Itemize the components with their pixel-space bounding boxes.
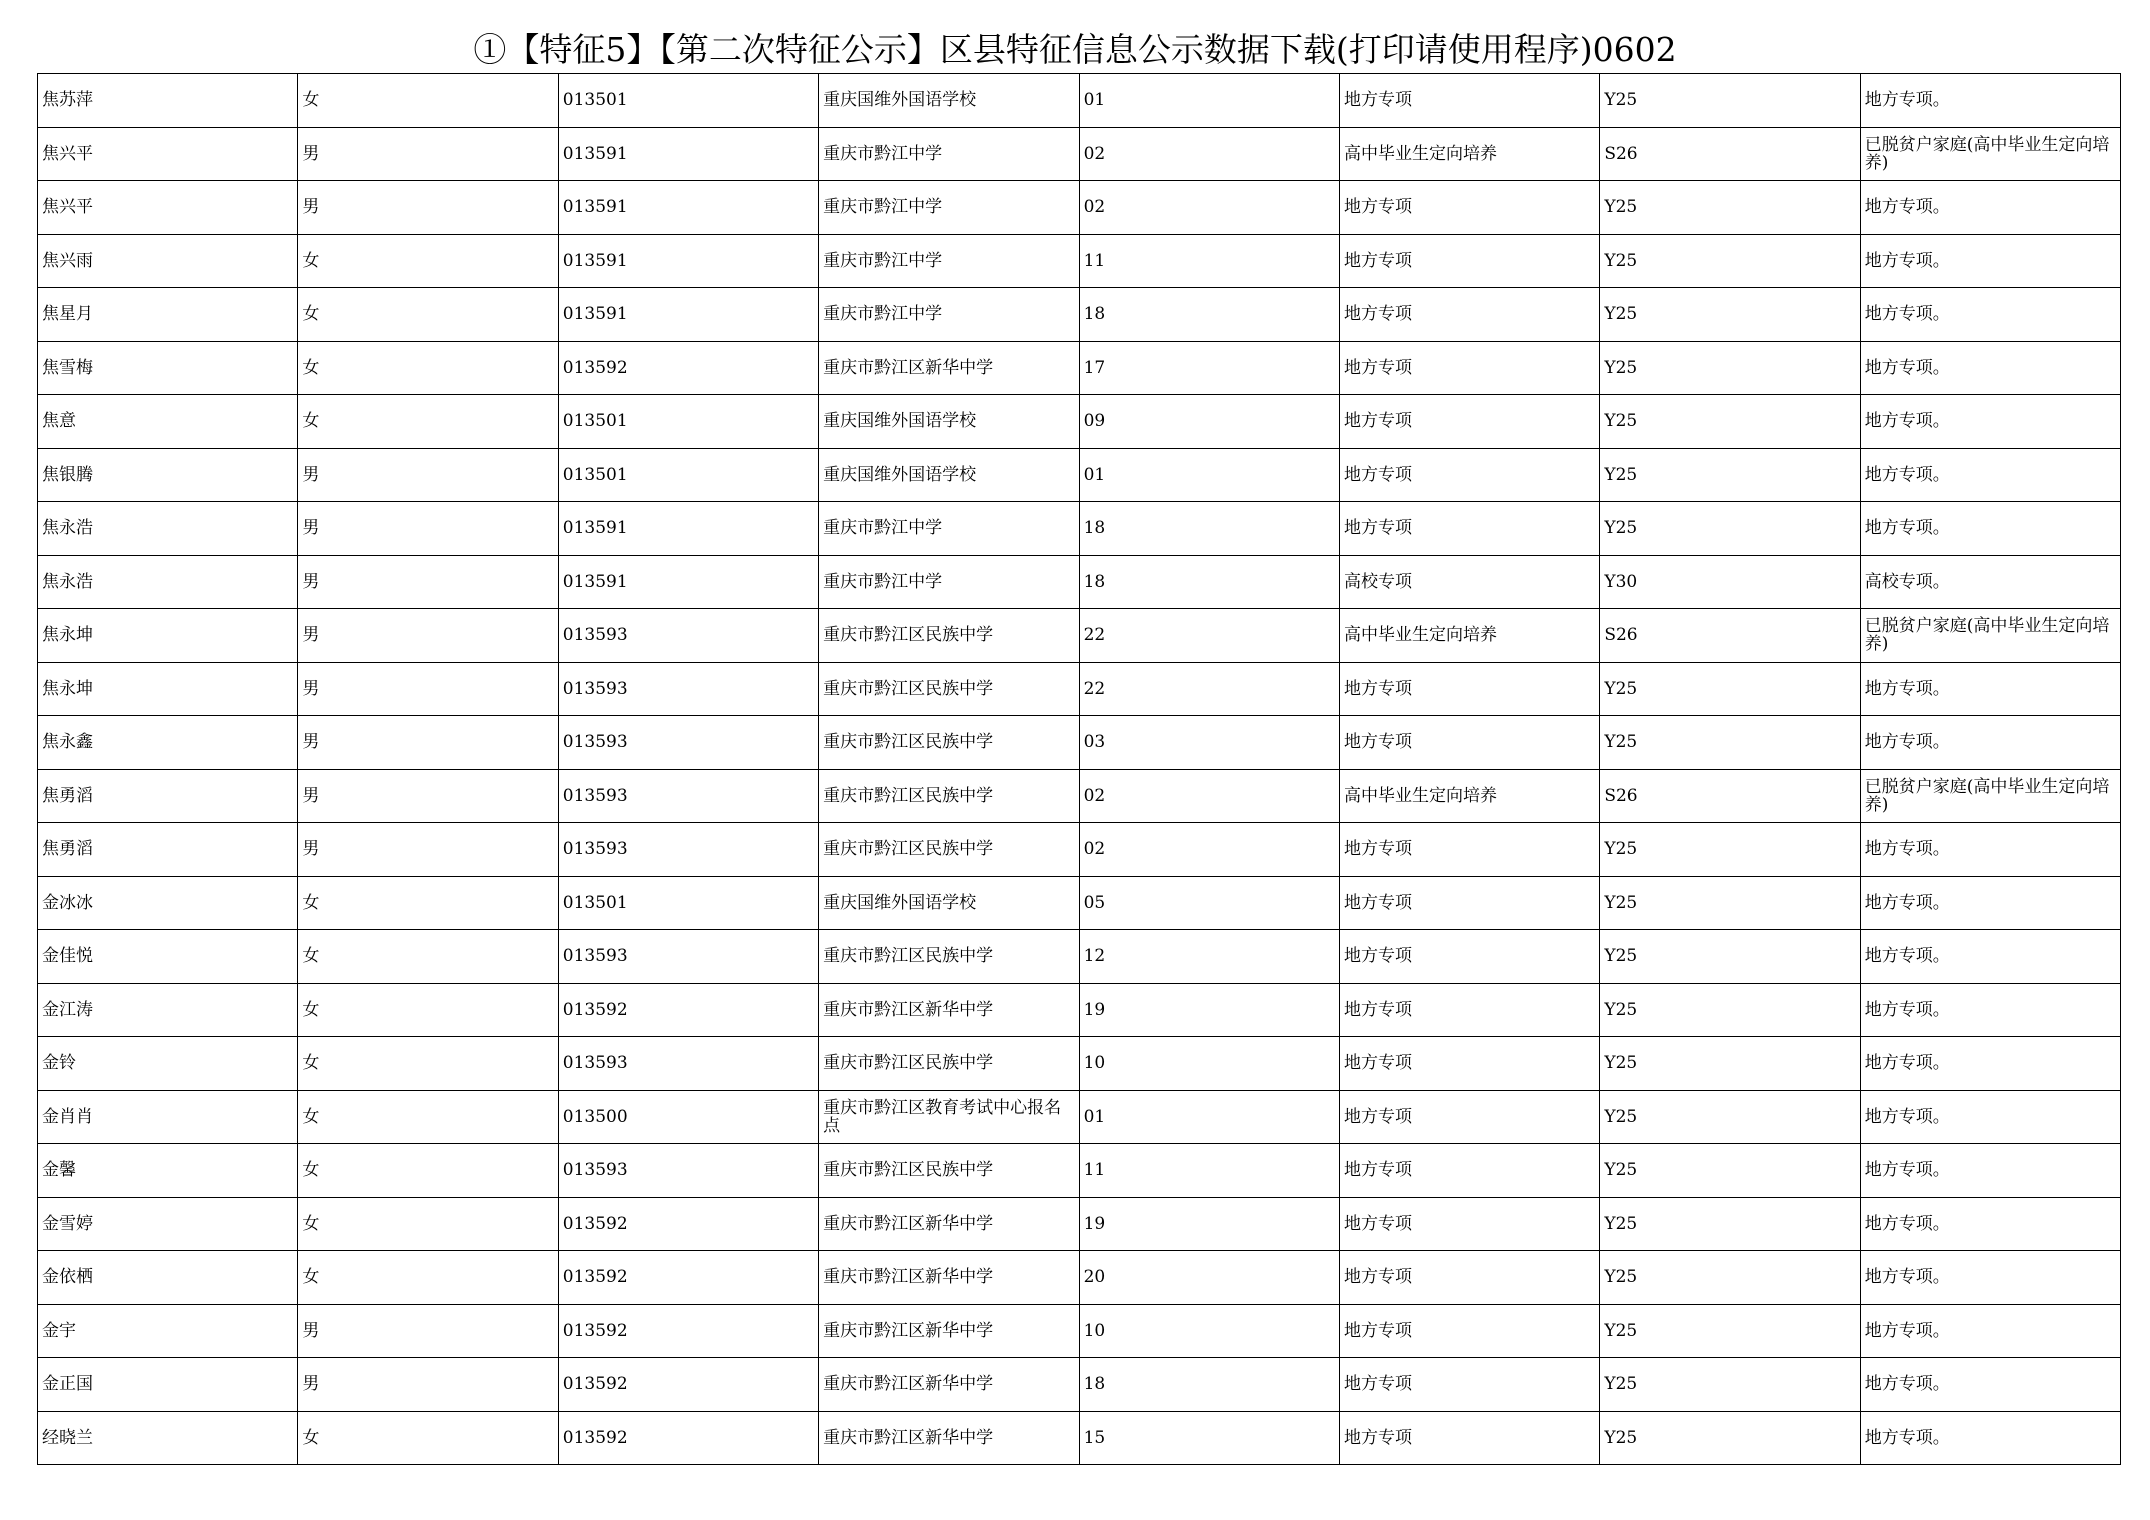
school-cell: 重庆国维外国语学校 xyxy=(819,74,1079,128)
gender-cell: 女 xyxy=(298,341,558,395)
code-cell: 013592 xyxy=(558,1197,818,1251)
school-cell: 重庆市黔江区民族中学 xyxy=(819,823,1079,877)
name-cell: 焦雪梅 xyxy=(38,341,298,395)
gender-cell: 男 xyxy=(298,127,558,181)
gender-cell: 女 xyxy=(298,395,558,449)
remark-cell: 地方专项。 xyxy=(1860,1358,2120,1412)
gender-cell: 男 xyxy=(298,502,558,556)
table-row xyxy=(38,1090,2121,1144)
type-code-cell: Y25 xyxy=(1600,716,1860,770)
code-cell: 013591 xyxy=(558,288,818,342)
category-cell: 地方专项 xyxy=(1339,341,1599,395)
table-row xyxy=(38,502,2121,556)
category-cell: 高中毕业生定向培养 xyxy=(1339,609,1599,663)
name-cell: 金正国 xyxy=(38,1358,298,1412)
table-row xyxy=(38,662,2121,716)
table-row xyxy=(38,930,2121,984)
table-row xyxy=(38,609,2121,663)
type-code-cell: Y25 xyxy=(1600,1358,1860,1412)
class-cell: 18 xyxy=(1079,288,1339,342)
table-row xyxy=(38,1358,2121,1412)
name-cell: 焦永坤 xyxy=(38,609,298,663)
gender-cell: 女 xyxy=(298,930,558,984)
code-cell: 013501 xyxy=(558,876,818,930)
school-cell: 重庆市黔江区民族中学 xyxy=(819,1037,1079,1091)
code-cell: 013593 xyxy=(558,716,818,770)
gender-cell: 女 xyxy=(298,1251,558,1305)
table-row xyxy=(38,1037,2121,1091)
class-cell: 12 xyxy=(1079,930,1339,984)
remark-cell: 地方专项。 xyxy=(1860,876,2120,930)
name-cell: 焦银腾 xyxy=(38,448,298,502)
category-cell: 地方专项 xyxy=(1339,1144,1599,1198)
name-cell: 经晓兰 xyxy=(38,1411,298,1465)
code-cell: 013593 xyxy=(558,662,818,716)
school-cell: 重庆市黔江区新华中学 xyxy=(819,1197,1079,1251)
name-cell: 焦意 xyxy=(38,395,298,449)
school-cell: 重庆国维外国语学校 xyxy=(819,876,1079,930)
type-code-cell: Y25 xyxy=(1600,448,1860,502)
type-code-cell: Y25 xyxy=(1600,1090,1860,1144)
table-row xyxy=(38,234,2121,288)
school-cell: 重庆市黔江区新华中学 xyxy=(819,341,1079,395)
gender-cell: 男 xyxy=(298,716,558,770)
class-cell: 20 xyxy=(1079,1251,1339,1305)
category-cell: 地方专项 xyxy=(1339,1251,1599,1305)
code-cell: 013501 xyxy=(558,395,818,449)
table-row xyxy=(38,448,2121,502)
name-cell: 焦星月 xyxy=(38,288,298,342)
gender-cell: 男 xyxy=(298,448,558,502)
gender-cell: 女 xyxy=(298,234,558,288)
table-row xyxy=(38,769,2121,823)
school-cell: 重庆市黔江中学 xyxy=(819,555,1079,609)
school-cell: 重庆市黔江中学 xyxy=(819,288,1079,342)
remark-cell: 已脱贫户家庭(高中毕业生定向培养) xyxy=(1860,127,2120,181)
remark-cell: 地方专项。 xyxy=(1860,1304,2120,1358)
gender-cell: 男 xyxy=(298,1304,558,1358)
category-cell: 地方专项 xyxy=(1339,930,1599,984)
remark-cell: 已脱贫户家庭(高中毕业生定向培养) xyxy=(1860,769,2120,823)
name-cell: 金肖肖 xyxy=(38,1090,298,1144)
class-cell: 19 xyxy=(1079,983,1339,1037)
type-code-cell: Y25 xyxy=(1600,288,1860,342)
name-cell: 金依栖 xyxy=(38,1251,298,1305)
code-cell: 013592 xyxy=(558,1304,818,1358)
remark-cell: 已脱贫户家庭(高中毕业生定向培养) xyxy=(1860,609,2120,663)
remark-cell: 地方专项。 xyxy=(1860,930,2120,984)
class-cell: 05 xyxy=(1079,876,1339,930)
table-row xyxy=(38,1197,2121,1251)
remark-cell: 地方专项。 xyxy=(1860,823,2120,877)
category-cell: 地方专项 xyxy=(1339,502,1599,556)
type-code-cell: Y25 xyxy=(1600,502,1860,556)
class-cell: 09 xyxy=(1079,395,1339,449)
table-row xyxy=(38,181,2121,235)
type-code-cell: Y25 xyxy=(1600,1411,1860,1465)
school-cell: 重庆国维外国语学校 xyxy=(819,395,1079,449)
code-cell: 013591 xyxy=(558,127,818,181)
name-cell: 金宇 xyxy=(38,1304,298,1358)
category-cell: 地方专项 xyxy=(1339,74,1599,128)
remark-cell: 地方专项。 xyxy=(1860,74,2120,128)
code-cell: 013593 xyxy=(558,1037,818,1091)
class-cell: 10 xyxy=(1079,1037,1339,1091)
type-code-cell: Y25 xyxy=(1600,823,1860,877)
school-cell: 重庆市黔江区新华中学 xyxy=(819,1304,1079,1358)
class-cell: 02 xyxy=(1079,181,1339,235)
class-cell: 02 xyxy=(1079,127,1339,181)
category-cell: 地方专项 xyxy=(1339,1358,1599,1412)
school-cell: 重庆市黔江区民族中学 xyxy=(819,609,1079,663)
type-code-cell: S26 xyxy=(1600,127,1860,181)
remark-cell: 地方专项。 xyxy=(1860,1411,2120,1465)
gender-cell: 女 xyxy=(298,1197,558,1251)
table-row xyxy=(38,288,2121,342)
class-cell: 18 xyxy=(1079,502,1339,556)
category-cell: 地方专项 xyxy=(1339,288,1599,342)
category-cell: 高中毕业生定向培养 xyxy=(1339,769,1599,823)
name-cell: 金馨 xyxy=(38,1144,298,1198)
type-code-cell: Y25 xyxy=(1600,1304,1860,1358)
category-cell: 地方专项 xyxy=(1339,1411,1599,1465)
table-row xyxy=(38,395,2121,449)
code-cell: 013593 xyxy=(558,609,818,663)
school-cell: 重庆市黔江区教育考试中心报名点 xyxy=(819,1090,1079,1144)
gender-cell: 女 xyxy=(298,74,558,128)
type-code-cell: Y25 xyxy=(1600,930,1860,984)
class-cell: 01 xyxy=(1079,448,1339,502)
code-cell: 013591 xyxy=(558,181,818,235)
class-cell: 01 xyxy=(1079,74,1339,128)
table-row xyxy=(38,74,2121,128)
name-cell: 金铃 xyxy=(38,1037,298,1091)
school-cell: 重庆市黔江区民族中学 xyxy=(819,769,1079,823)
name-cell: 焦苏萍 xyxy=(38,74,298,128)
class-cell: 10 xyxy=(1079,1304,1339,1358)
data-table xyxy=(37,73,2121,1465)
school-cell: 重庆市黔江区民族中学 xyxy=(819,716,1079,770)
gender-cell: 女 xyxy=(298,876,558,930)
category-cell: 地方专项 xyxy=(1339,1090,1599,1144)
type-code-cell: Y25 xyxy=(1600,1037,1860,1091)
code-cell: 013592 xyxy=(558,1251,818,1305)
gender-cell: 女 xyxy=(298,983,558,1037)
school-cell: 重庆市黔江区新华中学 xyxy=(819,1251,1079,1305)
category-cell: 地方专项 xyxy=(1339,876,1599,930)
type-code-cell: Y25 xyxy=(1600,1197,1860,1251)
code-cell: 013593 xyxy=(558,769,818,823)
gender-cell: 女 xyxy=(298,288,558,342)
type-code-cell: Y30 xyxy=(1600,555,1860,609)
name-cell: 焦永坤 xyxy=(38,662,298,716)
class-cell: 19 xyxy=(1079,1197,1339,1251)
school-cell: 重庆市黔江区新华中学 xyxy=(819,1411,1079,1465)
table-row xyxy=(38,555,2121,609)
class-cell: 22 xyxy=(1079,662,1339,716)
name-cell: 焦兴平 xyxy=(38,181,298,235)
table-row xyxy=(38,823,2121,877)
gender-cell: 男 xyxy=(298,609,558,663)
remark-cell: 地方专项。 xyxy=(1860,1090,2120,1144)
name-cell: 金雪婷 xyxy=(38,1197,298,1251)
remark-cell: 地方专项。 xyxy=(1860,1251,2120,1305)
code-cell: 013591 xyxy=(558,555,818,609)
category-cell: 地方专项 xyxy=(1339,1037,1599,1091)
code-cell: 013593 xyxy=(558,930,818,984)
type-code-cell: Y25 xyxy=(1600,983,1860,1037)
gender-cell: 男 xyxy=(298,1358,558,1412)
table-row xyxy=(38,1251,2121,1305)
remark-cell: 地方专项。 xyxy=(1860,181,2120,235)
school-cell: 重庆市黔江中学 xyxy=(819,181,1079,235)
remark-cell: 地方专项。 xyxy=(1860,234,2120,288)
category-cell: 地方专项 xyxy=(1339,983,1599,1037)
category-cell: 高校专项 xyxy=(1339,555,1599,609)
remark-cell: 地方专项。 xyxy=(1860,448,2120,502)
name-cell: 焦勇滔 xyxy=(38,823,298,877)
class-cell: 11 xyxy=(1079,234,1339,288)
code-cell: 013591 xyxy=(558,502,818,556)
class-cell: 03 xyxy=(1079,716,1339,770)
type-code-cell: Y25 xyxy=(1600,1251,1860,1305)
type-code-cell: Y25 xyxy=(1600,662,1860,716)
school-cell: 重庆市黔江区民族中学 xyxy=(819,1144,1079,1198)
code-cell: 013593 xyxy=(558,823,818,877)
type-code-cell: Y25 xyxy=(1600,181,1860,235)
class-cell: 18 xyxy=(1079,1358,1339,1412)
code-cell: 013592 xyxy=(558,1358,818,1412)
remark-cell: 地方专项。 xyxy=(1860,288,2120,342)
category-cell: 地方专项 xyxy=(1339,1304,1599,1358)
remark-cell: 地方专项。 xyxy=(1860,1197,2120,1251)
class-cell: 15 xyxy=(1079,1411,1339,1465)
category-cell: 地方专项 xyxy=(1339,662,1599,716)
gender-cell: 女 xyxy=(298,1144,558,1198)
category-cell: 地方专项 xyxy=(1339,823,1599,877)
remark-cell: 地方专项。 xyxy=(1860,341,2120,395)
type-code-cell: Y25 xyxy=(1600,341,1860,395)
school-cell: 重庆市黔江区新华中学 xyxy=(819,1358,1079,1412)
remark-cell: 地方专项。 xyxy=(1860,662,2120,716)
name-cell: 焦永浩 xyxy=(38,555,298,609)
school-cell: 重庆市黔江中学 xyxy=(819,127,1079,181)
school-cell: 重庆市黔江中学 xyxy=(819,502,1079,556)
remark-cell: 高校专项。 xyxy=(1860,555,2120,609)
table-row xyxy=(38,1411,2121,1465)
name-cell: 焦兴雨 xyxy=(38,234,298,288)
code-cell: 013501 xyxy=(558,448,818,502)
type-code-cell: Y25 xyxy=(1600,1144,1860,1198)
category-cell: 地方专项 xyxy=(1339,395,1599,449)
page-title: ①【特征5】【第二次特征公示】区县特征信息公示数据下载(打印请使用程序)0602 xyxy=(473,30,1677,69)
school-cell: 重庆市黔江区民族中学 xyxy=(819,930,1079,984)
gender-cell: 女 xyxy=(298,1411,558,1465)
type-code-cell: Y25 xyxy=(1600,395,1860,449)
gender-cell: 男 xyxy=(298,181,558,235)
remark-cell: 地方专项。 xyxy=(1860,1037,2120,1091)
name-cell: 焦勇滔 xyxy=(38,769,298,823)
class-cell: 02 xyxy=(1079,769,1339,823)
table-row xyxy=(38,716,2121,770)
remark-cell: 地方专项。 xyxy=(1860,716,2120,770)
table-row xyxy=(38,127,2121,181)
code-cell: 013592 xyxy=(558,341,818,395)
name-cell: 焦永浩 xyxy=(38,502,298,556)
code-cell: 013593 xyxy=(558,1144,818,1198)
class-cell: 22 xyxy=(1079,609,1339,663)
type-code-cell: Y25 xyxy=(1600,234,1860,288)
school-cell: 重庆市黔江区民族中学 xyxy=(819,662,1079,716)
category-cell: 地方专项 xyxy=(1339,716,1599,770)
code-cell: 013500 xyxy=(558,1090,818,1144)
gender-cell: 女 xyxy=(298,1037,558,1091)
name-cell: 金冰冰 xyxy=(38,876,298,930)
class-cell: 18 xyxy=(1079,555,1339,609)
name-cell: 金佳悦 xyxy=(38,930,298,984)
school-cell: 重庆市黔江中学 xyxy=(819,234,1079,288)
category-cell: 地方专项 xyxy=(1339,1197,1599,1251)
name-cell: 金江涛 xyxy=(38,983,298,1037)
class-cell: 11 xyxy=(1079,1144,1339,1198)
category-cell: 地方专项 xyxy=(1339,448,1599,502)
code-cell: 013591 xyxy=(558,234,818,288)
table-row xyxy=(38,876,2121,930)
gender-cell: 女 xyxy=(298,1090,558,1144)
class-cell: 01 xyxy=(1079,1090,1339,1144)
code-cell: 013592 xyxy=(558,1411,818,1465)
gender-cell: 男 xyxy=(298,823,558,877)
table-row xyxy=(38,983,2121,1037)
type-code-cell: S26 xyxy=(1600,769,1860,823)
gender-cell: 男 xyxy=(298,555,558,609)
class-cell: 02 xyxy=(1079,823,1339,877)
category-cell: 高中毕业生定向培养 xyxy=(1339,127,1599,181)
remark-cell: 地方专项。 xyxy=(1860,1144,2120,1198)
category-cell: 地方专项 xyxy=(1339,181,1599,235)
table-row xyxy=(38,341,2121,395)
category-cell: 地方专项 xyxy=(1339,234,1599,288)
remark-cell: 地方专项。 xyxy=(1860,395,2120,449)
gender-cell: 男 xyxy=(298,662,558,716)
code-cell: 013501 xyxy=(558,74,818,128)
remark-cell: 地方专项。 xyxy=(1860,983,2120,1037)
type-code-cell: S26 xyxy=(1600,609,1860,663)
code-cell: 013592 xyxy=(558,983,818,1037)
table-row xyxy=(38,1144,2121,1198)
name-cell: 焦兴平 xyxy=(38,127,298,181)
type-code-cell: Y25 xyxy=(1600,74,1860,128)
remark-cell: 地方专项。 xyxy=(1860,502,2120,556)
school-cell: 重庆国维外国语学校 xyxy=(819,448,1079,502)
class-cell: 17 xyxy=(1079,341,1339,395)
school-cell: 重庆市黔江区新华中学 xyxy=(819,983,1079,1037)
name-cell: 焦永鑫 xyxy=(38,716,298,770)
table-body xyxy=(38,74,2121,1465)
gender-cell: 男 xyxy=(298,769,558,823)
type-code-cell: Y25 xyxy=(1600,876,1860,930)
table-row xyxy=(38,1304,2121,1358)
